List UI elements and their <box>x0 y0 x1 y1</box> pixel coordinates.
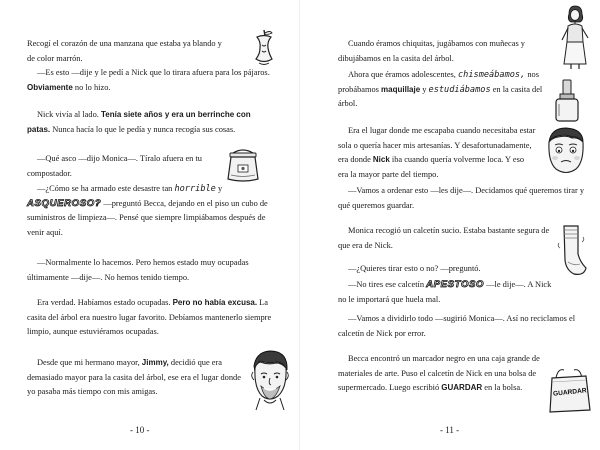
paragraph-becca-question: —¿Cómo se ha armado este desastre tan horrible y ASQUEROSO? —preguntó Becca, dejando en el piso un cubo de suministros de limpieza—. Pensé que siempre limpiábamos después de venir aquí. <box>27 184 268 237</box>
paragraph-teenagers: Ahora que éramos adolescentes, chismeábamos, nos probábamos maquillaje y estudiábamos en la casita del árbol. <box>338 70 543 109</box>
paragraph-divide-all: —Vamos a dividirlo todo —sugirió Monica—. Así no reciclamos el calcetín de Nick por error. <box>338 314 576 338</box>
paragraph-jimmy: Desde que mi hermano mayor, Jimmy, decidió que era demasiado mayor para la casita del árbol, ese era el lugar donde yo pasaba más tiempo con mis amigas. <box>27 358 241 397</box>
paragraph-escape-place: Era el lugar donde me escapaba cuando necesitaba estar sola o quería hacer mis artesanías. Y desafortunadamente, era donde Nick iba cuando quería volverme loca. Y eso era la mayor parte del tiempo. <box>338 126 536 179</box>
woman-figure-illustration <box>558 4 592 70</box>
apple-core-illustration <box>250 28 278 68</box>
paragraph-apple-core: Recogí el corazón de una manzana que estaba ya blando y de color marrón. <box>27 39 222 63</box>
paragraph-normally-we-do: —Normalmente lo hacemos. Pero hemos estado muy ocupadas últimamente —dije—. No hemos tenido tiempo. <box>27 258 249 282</box>
jimmy-face-illustration <box>246 348 294 410</box>
paragraph-want-to-toss: —¿Quieres tirar esto o no? —preguntó. <box>348 264 481 273</box>
compost-bin-illustration <box>224 143 262 185</box>
paragraph-no-excuse: Era verdad. Habíamos estado ocupadas. Pero no había excusa. La casita del árbol era nuestro lugar favorito. Debíamos mantenerlo siempre limpio, aunque estuviéramos ocupadas. <box>27 298 272 337</box>
paragraph-monica-compost: —Qué asco —dijo Monica—. Tíralo afuera en tu compostador. <box>27 154 202 178</box>
page-number-left: - 10 - <box>130 425 150 435</box>
nick-face-illustration <box>542 126 590 178</box>
paragraph-nick-next-door: Nick vivía al lado. Tenía siete años y era un berrinche con patas. Nunca hacía lo que le pedía y nunca recogía sus cosas. <box>27 110 251 134</box>
bag-label: GUARDAR <box>552 387 587 398</box>
page-number-right: - 11 - <box>440 425 460 435</box>
paragraph-little-girls: Cuando éramos chiquitas, jugábamos con muñecas y dibujábamos en la casita del árbol. <box>338 39 525 63</box>
paragraph-smelly-sock: —No tires ese calcetín APESTOSO —le dije—. A Nick no le importará que huela mal. <box>338 279 552 304</box>
grocery-bag-illustration <box>546 364 594 414</box>
paragraph-lets-tidy: —Vamos a ordenar esto —les dije—. Decidamos qué queremos tirar y qué queremos guardar. <box>338 186 585 210</box>
paragraph-dirty-sock: Monica recogió un calcetín sucio. Estaba bastante segura de que era de Nick. <box>338 226 550 250</box>
nail-polish-illustration <box>552 78 582 124</box>
right-page <box>300 0 600 450</box>
paragraph-black-marker: Becca encontró un marcador negro en una caja grande de materiales de arte. Puso el calcetín de Nick en una bolsa de supermercado. Luego escribió GUARDAR en la bolsa. <box>338 354 540 393</box>
sock-illustration <box>556 224 588 278</box>
paragraph-nick-asked: —Es esto —dije y le pedí a Nick que lo tirara afuera para los pájaros. Obviamente no lo hizo. <box>27 68 270 92</box>
